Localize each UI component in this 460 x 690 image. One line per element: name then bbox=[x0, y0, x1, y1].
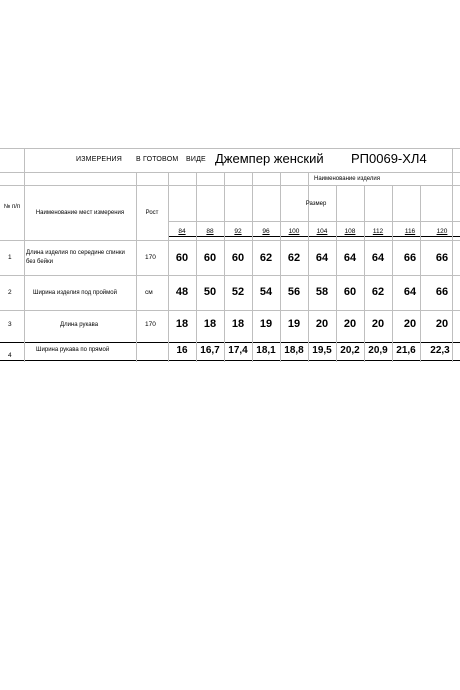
value-cell: 64 bbox=[403, 286, 417, 298]
grid-line bbox=[0, 275, 460, 276]
row-name: Ширина рукава по прямой bbox=[36, 347, 110, 353]
size-label: 112 bbox=[372, 228, 384, 235]
num-header: № п/п bbox=[3, 204, 21, 210]
size-label: 88 bbox=[206, 228, 214, 235]
name-header: Наименование мест измерения bbox=[35, 210, 125, 216]
value-cell: 20 bbox=[403, 318, 417, 330]
grid-line bbox=[364, 185, 365, 362]
value-cell: 60 bbox=[203, 252, 217, 264]
size-header: Размер bbox=[305, 201, 327, 207]
value-cell: 16 bbox=[176, 345, 188, 356]
value-cell: 18,1 bbox=[256, 345, 276, 356]
value-cell: 66 bbox=[435, 286, 449, 298]
row-number: 1 bbox=[8, 254, 12, 261]
row-name: Ширина изделия под проймой bbox=[33, 290, 117, 296]
grid-line bbox=[0, 360, 460, 361]
row-number: 3 bbox=[8, 321, 12, 328]
grid-line bbox=[168, 221, 460, 222]
measurement-table bbox=[0, 148, 460, 362]
value-cell: 50 bbox=[203, 286, 217, 298]
size-label: 100 bbox=[288, 228, 300, 235]
size-label: 108 bbox=[344, 228, 356, 235]
product-label: Наименование изделия bbox=[314, 176, 380, 182]
value-cell: 60 bbox=[343, 286, 357, 298]
height-header: Рост bbox=[145, 210, 159, 216]
value-cell: 56 bbox=[287, 286, 301, 298]
grid-line bbox=[336, 185, 337, 362]
value-cell: 66 bbox=[403, 252, 417, 264]
row-number: 4 bbox=[8, 352, 12, 359]
value-cell: 60 bbox=[175, 252, 189, 264]
value-cell: 18 bbox=[231, 318, 245, 330]
size-label: 120 bbox=[436, 228, 448, 235]
grid-line bbox=[196, 172, 197, 362]
grid-line bbox=[252, 172, 253, 362]
value-cell: 66 bbox=[435, 252, 449, 264]
size-label: 92 bbox=[234, 228, 242, 235]
value-cell: 16,7 bbox=[200, 345, 220, 356]
value-cell: 19,5 bbox=[312, 345, 332, 356]
value-cell: 48 bbox=[175, 286, 189, 298]
value-cell: 64 bbox=[343, 252, 357, 264]
value-cell: 20 bbox=[343, 318, 357, 330]
value-cell: 20 bbox=[435, 318, 449, 330]
product-name: Джемпер женский bbox=[215, 151, 324, 166]
value-cell: 58 bbox=[315, 286, 329, 298]
value-cell: 19 bbox=[259, 318, 273, 330]
row-number: 2 bbox=[8, 289, 12, 296]
grid-line bbox=[168, 172, 169, 362]
grid-line bbox=[280, 172, 281, 362]
grid-line bbox=[0, 185, 460, 186]
grid-line bbox=[392, 185, 393, 362]
value-cell: 20,9 bbox=[368, 345, 388, 356]
size-label: 104 bbox=[316, 228, 328, 235]
grid-line bbox=[0, 148, 460, 149]
grid-line bbox=[0, 310, 460, 311]
value-cell: 19 bbox=[287, 318, 301, 330]
caption-finished: В ГОТОВОМ bbox=[136, 156, 179, 163]
value-cell: 60 bbox=[231, 252, 245, 264]
value-cell: 64 bbox=[371, 252, 385, 264]
row-height: 170 bbox=[145, 254, 156, 261]
value-cell: 64 bbox=[315, 252, 329, 264]
value-cell: 54 bbox=[259, 286, 273, 298]
grid-line bbox=[136, 172, 137, 362]
value-cell: 62 bbox=[287, 252, 301, 264]
size-label: 116 bbox=[404, 228, 416, 235]
size-label: 84 bbox=[178, 228, 186, 235]
grid-line bbox=[168, 236, 460, 237]
value-cell: 17,4 bbox=[228, 345, 248, 356]
value-cell: 21,6 bbox=[396, 345, 416, 356]
grid-line bbox=[420, 185, 421, 362]
row-height: 170 bbox=[145, 321, 156, 328]
grid-line bbox=[24, 148, 25, 362]
value-cell: 52 bbox=[231, 286, 245, 298]
size-label: 96 bbox=[262, 228, 270, 235]
caption-measurements: ИЗМЕРЕНИЯ bbox=[76, 156, 123, 163]
value-cell: 20 bbox=[371, 318, 385, 330]
value-cell: 18 bbox=[175, 318, 189, 330]
value-cell: 62 bbox=[371, 286, 385, 298]
value-cell: 18 bbox=[203, 318, 217, 330]
row-name: Длина рукава bbox=[60, 322, 99, 328]
model-code: РП0069-ХЛ4 bbox=[351, 151, 427, 166]
value-cell: 62 bbox=[259, 252, 273, 264]
value-cell: 20 bbox=[315, 318, 329, 330]
grid-line bbox=[0, 172, 460, 173]
value-cell: 20,2 bbox=[340, 345, 360, 356]
grid-line bbox=[0, 240, 460, 241]
grid-line bbox=[0, 342, 460, 343]
caption-view: ВИДЕ bbox=[186, 156, 206, 163]
value-cell: 22,3 bbox=[430, 345, 450, 356]
value-cell: 18,8 bbox=[284, 345, 304, 356]
row-height: см bbox=[145, 289, 153, 296]
row-name: Длина изделия по середине спинки без бейки bbox=[26, 250, 125, 265]
grid-line bbox=[224, 172, 225, 362]
